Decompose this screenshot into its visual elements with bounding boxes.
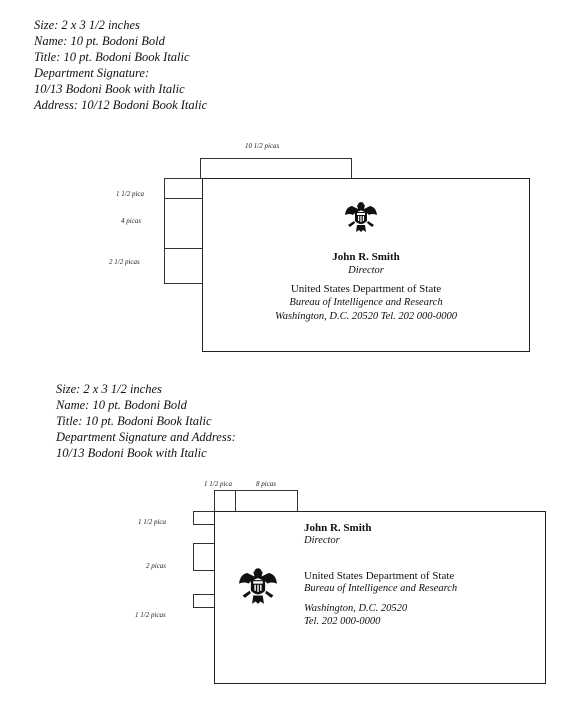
card-title: Director (348, 265, 384, 276)
dim-line (193, 594, 194, 608)
dim-line (193, 543, 214, 544)
dim-label-width: 10 1/2 picas (245, 142, 280, 150)
dim-line (164, 178, 165, 283)
dim-label-margin: 1 1/2 pica (138, 518, 166, 526)
card-title: Director (304, 535, 340, 546)
dim-line (164, 178, 202, 179)
card-address-line1: Washington, D.C. 20520 (304, 603, 408, 614)
dim-label-margin: 1 1/2 pica (116, 190, 144, 198)
dim-label-margin: 2 picas (146, 562, 167, 570)
dim-line (351, 158, 352, 178)
spec-line: Name: 10 pt. Bodoni Bold (34, 34, 165, 48)
business-card-centered (202, 178, 530, 352)
dim-line (193, 543, 194, 571)
dim-line (214, 490, 298, 491)
card-name: John R. Smith (332, 251, 400, 263)
dim-label-margin: 2 1/2 picas (109, 258, 140, 266)
card-address: Washington, D.C. 20520 Tel. 202 000-0000 (274, 311, 458, 322)
spec-block-top (34, 17, 207, 113)
dim-line (164, 283, 202, 284)
dim-line (193, 511, 194, 525)
dim-line (297, 490, 298, 511)
spec-line: Department Signature: (34, 66, 150, 80)
dim-line (214, 490, 215, 511)
spec-block-bottom (56, 381, 236, 461)
card-bureau: Bureau of Intelligence and Research (304, 583, 458, 594)
dim-line (200, 158, 201, 178)
card-bureau: Bureau of Intelligence and Research (289, 297, 443, 308)
dim-line (164, 248, 202, 249)
dim-label-margin: 4 picas (121, 217, 142, 225)
card-department: United States Department of State (290, 283, 442, 295)
card-address-line2: Tel. 202 000-0000 (304, 616, 381, 627)
spec-line: Title: 10 pt. Bodoni Book Italic (56, 414, 212, 428)
dim-line (193, 570, 214, 571)
business-card-left-seal (214, 511, 546, 684)
dim-line (193, 607, 214, 608)
spec-line: Address: 10/12 Bodoni Book Italic (34, 98, 208, 112)
dim-line (235, 490, 236, 511)
dim-label-margin: 1 1/2 picas (135, 611, 166, 619)
dim-label-top: 1 1/2 pica (204, 480, 232, 488)
dim-line (200, 158, 352, 159)
spec-line: Size: 2 x 3 1/2 inches (56, 382, 162, 396)
dim-line (193, 594, 214, 595)
spec-line: 10/13 Bodoni Book with Italic (56, 446, 207, 460)
dim-line (193, 524, 214, 525)
spec-line: Size: 2 x 3 1/2 inches (34, 18, 140, 32)
spec-line: Department Signature and Address: (56, 430, 236, 444)
spec-line: Name: 10 pt. Bodoni Bold (56, 398, 187, 412)
spec-line: 10/13 Bodoni Book with Italic (34, 82, 185, 96)
card-name: John R. Smith (304, 522, 372, 534)
great-seal-eagle-icon (344, 201, 378, 233)
card-department: United States Department of State (304, 570, 455, 582)
spec-line: Title: 10 pt. Bodoni Book Italic (34, 50, 190, 64)
dim-line (164, 198, 202, 199)
great-seal-eagle-icon (237, 567, 279, 605)
dim-label-top: 8 picas (256, 480, 277, 488)
dim-line (193, 511, 214, 512)
